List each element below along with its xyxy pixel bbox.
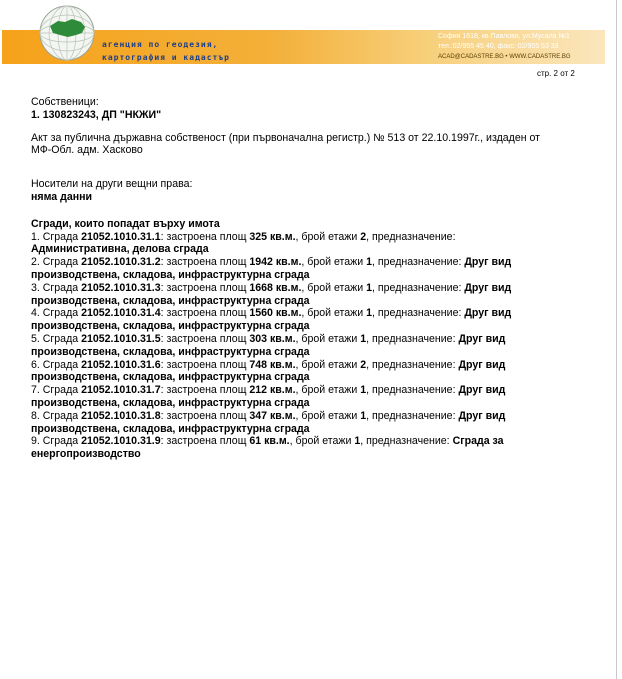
- building-floors: 1: [360, 384, 367, 397]
- purpose-label: , предназначение:: [372, 256, 465, 269]
- document-body: [31, 96, 591, 461]
- building-id: 21052.1010.31.1: [81, 230, 161, 243]
- building-id: 21052.1010.31.4: [81, 307, 161, 320]
- built-area-label: : застроена площ: [160, 409, 250, 422]
- building-number: 8. Сграда: [31, 409, 82, 422]
- building-number: 9. Сграда: [31, 435, 82, 448]
- building-purpose-cont: производствена, складова, инфраструктурна сграда: [31, 320, 310, 333]
- building-number: 3. Сграда: [31, 281, 82, 294]
- building-floors: 2: [360, 358, 367, 371]
- building-id: 21052.1010.31.2: [81, 256, 161, 269]
- building-area: 1942 кв.м.: [249, 256, 302, 269]
- floors-label: , брой етажи: [295, 358, 361, 371]
- building-id: 21052.1010.31.3: [81, 281, 161, 294]
- building-area: 325 кв.м.: [249, 230, 296, 243]
- built-area-label: : застроена площ: [160, 358, 250, 371]
- built-area-label: : застроена площ: [160, 281, 250, 294]
- built-area-label: : застроена площ: [160, 435, 250, 448]
- building-purpose: Друг вид: [464, 281, 512, 294]
- building-entry: [31, 256, 591, 282]
- building-purpose-cont: производствена, складова, инфраструктурна сграда: [31, 345, 310, 358]
- building-purpose: Друг вид: [458, 332, 506, 345]
- building-floors: 1: [360, 332, 367, 345]
- contact-address: София 1618, кв.Павлово, ул.Мусала №1: [438, 33, 570, 40]
- building-number: 6. Сграда: [31, 358, 82, 371]
- globe-logo-icon: [38, 4, 96, 62]
- building-id: 21052.1010.31.7: [81, 384, 161, 397]
- building-purpose-cont: производствена, складова, инфраструктурна сграда: [31, 268, 310, 281]
- building-number: 1. Сграда: [31, 230, 82, 243]
- building-entry: [31, 231, 591, 257]
- floors-label: , брой етажи: [301, 307, 367, 320]
- building-purpose-cont: производствена, складова, инфраструктурна сграда: [31, 294, 310, 307]
- building-purpose-cont: производствена, складова, инфраструктурна сграда: [31, 396, 310, 409]
- building-id: 21052.1010.31.9: [81, 435, 161, 448]
- building-area: 748 кв.м.: [249, 358, 296, 371]
- building-id: 21052.1010.31.6: [81, 358, 161, 371]
- floors-label: , брой етажи: [301, 256, 367, 269]
- building-floors: 1: [366, 256, 373, 269]
- building-area: 1560 кв.м.: [249, 307, 302, 320]
- building-floors: 1: [366, 281, 373, 294]
- building-id: 21052.1010.31.5: [81, 332, 161, 345]
- floors-label: , брой етажи: [295, 332, 361, 345]
- building-area: 1668 кв.м.: [249, 281, 302, 294]
- buildings-heading: Сгради, които попадат върху имота: [31, 217, 220, 230]
- built-area-label: : застроена площ: [160, 307, 250, 320]
- building-number: 5. Сграда: [31, 332, 82, 345]
- purpose-label: , предназначение:: [366, 384, 459, 397]
- act-line2: МФ-Обл. адм. Хасково: [31, 144, 143, 157]
- building-area: 61 кв.м.: [249, 435, 290, 448]
- building-floors: 1: [366, 307, 373, 320]
- other-rights-value: няма данни: [31, 190, 93, 203]
- building-purpose: Друг вид: [464, 256, 512, 269]
- agency-name: [102, 38, 230, 64]
- building-purpose: Друг вид: [458, 384, 506, 397]
- contact-web[interactable]: ACAD@CADASTRE.BG • WWW.CADASTRE.BG: [438, 54, 571, 60]
- agency-name-line2: картография и кадастър: [102, 53, 230, 62]
- page-number: стр. 2 от 2: [537, 69, 575, 78]
- floors-label: , брой етажи: [295, 230, 361, 243]
- buildings-list: [31, 231, 591, 461]
- building-floors: 1: [360, 409, 367, 422]
- building-purpose-cont: производствена, складова, инфраструктурна сграда: [31, 422, 310, 435]
- purpose-label: , предназначение:: [366, 409, 459, 422]
- building-purpose: Сграда за: [452, 435, 504, 448]
- contact-block: [438, 32, 603, 62]
- other-rights-heading: Носители на други вещни права:: [31, 178, 193, 191]
- floors-label: , брой етажи: [295, 384, 361, 397]
- building-entry: [31, 333, 591, 359]
- contact-phones: тел.:02/955 45 40, факс: 02/955 53 33: [438, 43, 559, 50]
- owner-entry: 1. 130823243, ДП "НКЖИ": [31, 108, 162, 121]
- built-area-label: : застроена площ: [160, 384, 250, 397]
- building-number: 7. Сграда: [31, 384, 82, 397]
- building-area: 212 кв.м.: [249, 384, 296, 397]
- floors-label: , брой етажи: [289, 435, 355, 448]
- building-purpose: Друг вид: [458, 409, 506, 422]
- agency-name-line1: агенция по геодезия,: [102, 40, 219, 49]
- purpose-label: , предназначение:: [360, 435, 453, 448]
- building-entry: [31, 282, 591, 308]
- building-number: 4. Сграда: [31, 307, 82, 320]
- built-area-label: : застроена площ: [160, 332, 250, 345]
- building-area: 347 кв.м.: [249, 409, 296, 422]
- building-number: 2. Сграда: [31, 256, 82, 269]
- building-purpose: Друг вид: [458, 358, 506, 371]
- building-entry: [31, 359, 591, 385]
- building-purpose-cont: производствена, складова, инфраструктурна сграда: [31, 371, 310, 384]
- purpose-label: , предназначение:: [372, 307, 465, 320]
- owners-heading: Собственици:: [31, 96, 99, 108]
- building-floors: 2: [360, 230, 367, 243]
- building-floors: 1: [354, 435, 361, 448]
- purpose-label: , предназначение:: [372, 281, 465, 294]
- purpose-label: , предназначение:: [366, 230, 456, 243]
- building-entry: [31, 384, 591, 410]
- purpose-label: , предназначение:: [366, 358, 459, 371]
- building-purpose: Административна, делова сграда: [31, 243, 209, 256]
- building-entry: [31, 410, 591, 436]
- purpose-label: , предназначение:: [366, 332, 459, 345]
- building-purpose-cont: енергопроизводство: [31, 448, 141, 461]
- act-line1: Акт за публична държавна собственост (при първоначална регистр.) № 513 от 22.10.1997г., издаден от: [31, 131, 541, 144]
- building-id: 21052.1010.31.8: [81, 409, 161, 422]
- built-area-label: : застроена площ: [160, 256, 250, 269]
- building-purpose: Друг вид: [464, 307, 512, 320]
- building-entry: [31, 435, 591, 461]
- building-entry: [31, 307, 591, 333]
- floors-label: , брой етажи: [301, 281, 367, 294]
- building-area: 303 кв.м.: [249, 332, 296, 345]
- floors-label: , брой етажи: [295, 409, 361, 422]
- built-area-label: : застроена площ: [160, 230, 250, 243]
